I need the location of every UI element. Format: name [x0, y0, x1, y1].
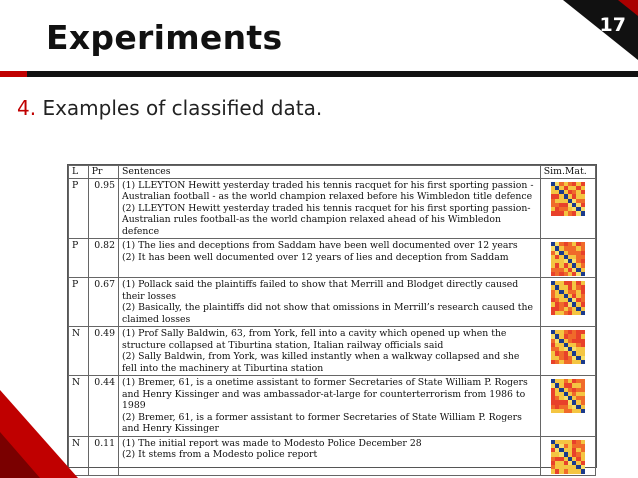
row-sentences	[118, 327, 540, 376]
sentence-1: (1) Pollack said the plaintiffs failed to show that Merrill and Blodget directly caused their losses	[121, 279, 519, 302]
header-pr: Pr	[88, 166, 118, 179]
slide-number: 17	[599, 14, 626, 36]
row-label: P	[69, 239, 89, 278]
row-sim-matrix	[540, 178, 595, 239]
sentence-1: (1) Bremer, 61, is a onetime assistant to former Secretaries of State William P. Rogers and Henry Kissinger and was ambassador-at-large for counterterrorism from 1986 to 1989	[121, 377, 528, 411]
similarity-matrix-thumbnail	[551, 182, 585, 216]
table-row	[69, 178, 596, 239]
header-sim-mat: Sim.Mat.	[540, 166, 595, 179]
similarity-matrix-thumbnail	[551, 379, 585, 413]
title-rule-accent	[0, 71, 27, 77]
sim-matrix-cell	[581, 469, 585, 473]
row-label: P	[69, 178, 89, 239]
row-sim-matrix	[540, 376, 595, 437]
row-label: N	[69, 376, 89, 437]
header-label: L	[69, 166, 89, 179]
subtitle-number: 4.	[17, 96, 37, 120]
row-pr: 0.44	[88, 376, 118, 437]
table-row	[69, 436, 596, 475]
row-sim-matrix	[540, 278, 595, 327]
sentence-1: (1) Prof Sally Baldwin, 63, from York, fell into a cavity which opened up when the structure collapsed at Tiburtina station, Italian railway officials said	[121, 328, 507, 351]
similarity-matrix-thumbnail	[551, 281, 585, 315]
sentence-2: (2) It has been well documented over 12 years of lies and deception from Saddam	[121, 251, 509, 263]
sim-matrix-cell	[581, 409, 585, 413]
sentence-1: (1) LLEYTON Hewitt yesterday traded his tennis racquet for his first sporting passion - Australian football - as the world champion relaxed before his Wimbledon title defence	[121, 179, 534, 202]
table-row	[69, 327, 596, 376]
row-sim-matrix	[540, 436, 595, 475]
row-pr: 0.82	[88, 239, 118, 278]
row-sentences	[118, 239, 540, 278]
row-sentences	[118, 436, 540, 475]
sim-matrix-cell	[581, 272, 585, 276]
similarity-matrix-thumbnail	[551, 242, 585, 276]
title-rule	[0, 71, 638, 77]
subtitle	[17, 96, 322, 120]
sentence-2: (2) Basically, the plaintiffs did not show that omissions in Merrill’s research caused the claimed losses	[121, 302, 533, 325]
row-sentences	[118, 178, 540, 239]
classified-data-table	[68, 165, 596, 476]
row-pr: 0.49	[88, 327, 118, 376]
row-sim-matrix	[540, 239, 595, 278]
row-sim-matrix	[540, 327, 595, 376]
row-pr: 0.11	[88, 436, 118, 475]
classified-data-figure	[67, 164, 597, 468]
table-row	[69, 278, 596, 327]
header-sentences: Sentences	[118, 166, 540, 179]
sentence-2: (2) Bremer, 61, is a former assistant to former Secretaries of State William P. Rogers and Henry Kissinger	[121, 411, 522, 434]
sentence-2: (2) Sally Baldwin, from York, was killed instantly when a walkway collapsed and she fell into the machinery at Tiburtina station	[121, 351, 520, 374]
sentence-1: (1) The lies and deceptions from Saddam have been well documented over 12 years	[121, 240, 518, 251]
sim-matrix-cell	[581, 311, 585, 315]
table-header-row	[69, 166, 596, 179]
row-sentences	[118, 278, 540, 327]
row-label: P	[69, 278, 89, 327]
sentence-1: (1) The initial report was made to Modesto Police December 28	[121, 437, 422, 449]
similarity-matrix-thumbnail	[551, 330, 585, 364]
table-row	[69, 239, 596, 278]
row-pr: 0.95	[88, 178, 118, 239]
subtitle-text: Examples of classified data.	[42, 96, 323, 120]
row-pr: 0.67	[88, 278, 118, 327]
table-row	[69, 376, 596, 437]
row-label: N	[69, 327, 89, 376]
sim-matrix-cell	[581, 211, 585, 215]
sentence-2: (2) It stems from a Modesto police report	[121, 449, 318, 460]
slide-title: Experiments	[46, 18, 283, 57]
row-sentences	[118, 376, 540, 437]
row-label: N	[69, 436, 89, 475]
sentence-2: (2) LLEYTON Hewitt yesterday traded his tennis racquet for his first sporting passion-Australian rules football-as the world champion relaxed ahead of his Wimbledon defence	[121, 202, 531, 237]
similarity-matrix-thumbnail	[551, 440, 585, 474]
corner-decoration-bottom-left-dark	[0, 432, 40, 478]
sim-matrix-cell	[581, 360, 585, 364]
